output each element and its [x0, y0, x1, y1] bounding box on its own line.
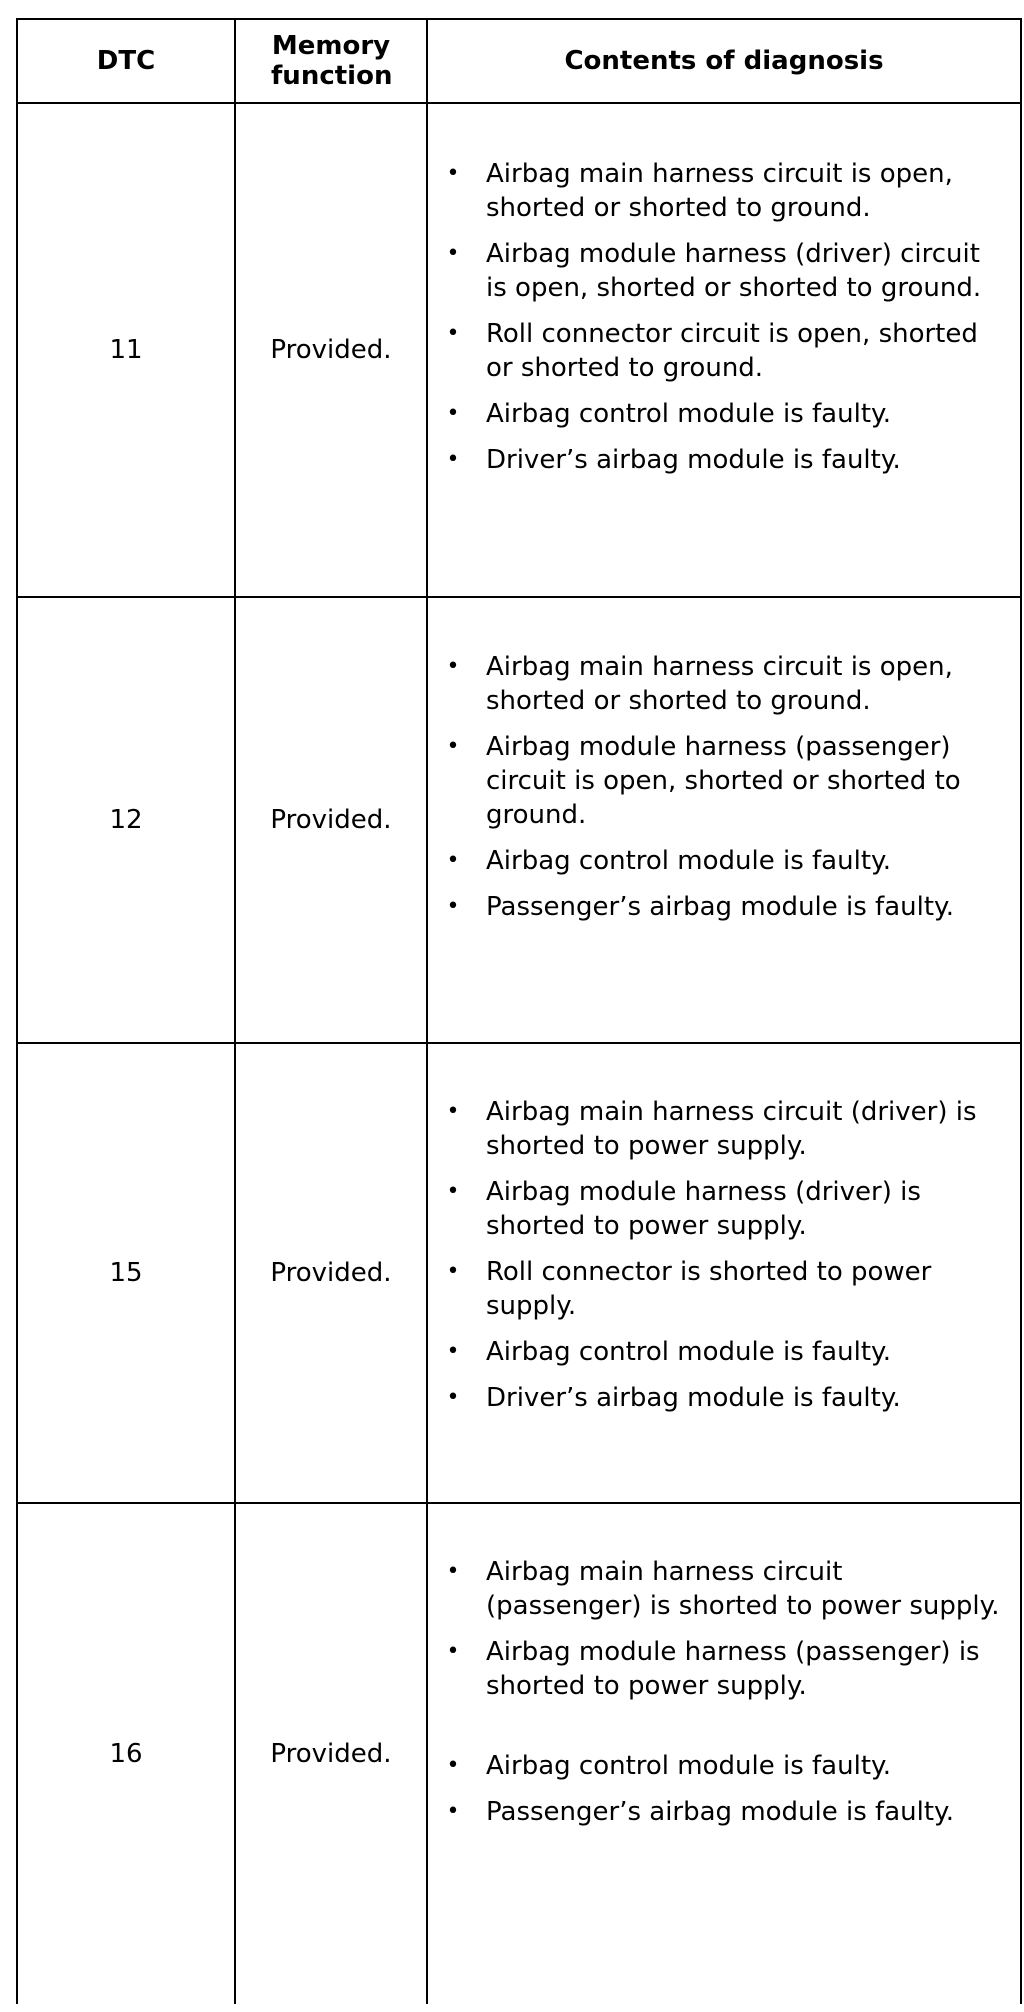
diagnosis-contents: [427, 103, 1021, 597]
dtc-table: [16, 18, 1022, 2004]
diagnosis-list: [428, 104, 1020, 477]
diagnosis-item: [428, 1095, 1020, 1163]
diagnosis-item-text: Roll connector circuit is open, shorted or shorted to ground.: [486, 319, 978, 383]
diagnosis-list: [428, 598, 1020, 924]
diagnosis-item: [428, 890, 1020, 924]
dtc-code: 15: [17, 1043, 235, 1503]
memory-function-value: Provided.: [235, 1043, 427, 1503]
header-dtc: DTC: [17, 19, 235, 103]
diagnosis-list: [428, 1044, 1020, 1415]
bullet-icon: •: [446, 1385, 460, 1410]
diagnosis-item: [428, 317, 1020, 385]
diagnosis-item: [428, 650, 1020, 718]
diagnosis-item: [428, 397, 1020, 431]
dtc-code: 11: [17, 103, 235, 597]
diagnosis-item-text: Passenger’s airbag module is faulty.: [486, 892, 954, 922]
header-contents-of-diagnosis: Contents of diagnosis: [427, 19, 1021, 103]
diagnosis-item: [428, 844, 1020, 878]
bullet-icon: •: [446, 734, 460, 759]
bullet-icon: •: [446, 654, 460, 679]
diagnosis-list: [428, 1504, 1020, 1829]
bullet-icon: •: [446, 447, 460, 472]
diagnosis-item: [428, 1749, 1020, 1783]
diagnosis-item-text: Airbag control module is faulty.: [486, 1337, 891, 1367]
dtc-code: 12: [17, 597, 235, 1043]
diagnosis-item-text: Airbag module harness (driver) is shorted to power supply.: [486, 1177, 921, 1241]
diagnosis-item: [428, 237, 1020, 305]
memory-function-value: Provided.: [235, 597, 427, 1043]
diagnosis-contents: [427, 1503, 1021, 2004]
diagnosis-item-text: Driver’s airbag module is faulty.: [486, 1383, 901, 1413]
table-row: [17, 103, 1021, 597]
bullet-icon: •: [446, 321, 460, 346]
diagnosis-item-text: Airbag main harness circuit (driver) is shorted to power supply.: [486, 1097, 977, 1161]
memory-function-value: Provided.: [235, 1503, 427, 2004]
bullet-icon: •: [446, 401, 460, 426]
table-header-row: [17, 19, 1021, 103]
diagnosis-item: [428, 1381, 1020, 1415]
bullet-icon: •: [446, 1753, 460, 1778]
bullet-icon: •: [446, 1099, 460, 1124]
diagnosis-item-text: Roll connector is shorted to power supply.: [486, 1257, 932, 1321]
bullet-icon: •: [446, 894, 460, 919]
diagnosis-item: [428, 443, 1020, 477]
bullet-icon: •: [446, 161, 460, 186]
diagnosis-item: [428, 1175, 1020, 1243]
bullet-icon: •: [446, 241, 460, 266]
header-memory-function: [235, 19, 427, 103]
diagnosis-item-text: Airbag control module is faulty.: [486, 399, 891, 429]
diagnosis-item-text: Airbag main harness circuit is open, shorted or shorted to ground.: [486, 652, 953, 716]
dtc-code: 16: [17, 1503, 235, 2004]
diagnosis-item-text: Passenger’s airbag module is faulty.: [486, 1797, 954, 1827]
bullet-icon: •: [446, 1339, 460, 1364]
diagnosis-item: [428, 1795, 1020, 1829]
bullet-icon: •: [446, 1799, 460, 1824]
table-row: [17, 597, 1021, 1043]
table-row: [17, 1503, 1021, 2004]
diagnosis-item: [428, 157, 1020, 225]
bullet-icon: •: [446, 1559, 460, 1584]
diagnosis-item: [428, 1555, 1020, 1623]
diagnosis-item-text: Airbag module harness (passenger) circuit is open, shorted or shorted to ground.: [486, 732, 961, 830]
diagnosis-item-text: Airbag main harness circuit is open, shorted or shorted to ground.: [486, 159, 953, 223]
diagnosis-item-text: Airbag main harness circuit (passenger) is shorted to power supply.: [486, 1557, 1000, 1621]
memory-function-value: Provided.: [235, 103, 427, 597]
diagnosis-item: [428, 1255, 1020, 1323]
diagnosis-item-text: Airbag module harness (driver) circuit is open, shorted or shorted to ground.: [486, 239, 982, 303]
diagnosis-contents: [427, 1043, 1021, 1503]
diagnosis-item-text: Driver’s airbag module is faulty.: [486, 445, 901, 475]
diagnosis-item-text: Airbag control module is faulty.: [486, 1751, 891, 1781]
diagnosis-item: [428, 1635, 1020, 1703]
bullet-icon: •: [446, 1639, 460, 1664]
bullet-icon: •: [446, 848, 460, 873]
bullet-icon: •: [446, 1259, 460, 1284]
diagnosis-item-text: Airbag control module is faulty.: [486, 846, 891, 876]
header-memory-function-text: Memory function: [271, 31, 393, 91]
diagnosis-item-text: Airbag module harness (passenger) is shorted to power supply.: [486, 1637, 980, 1701]
bullet-icon: •: [446, 1179, 460, 1204]
table-row: [17, 1043, 1021, 1503]
diagnosis-item: [428, 1335, 1020, 1369]
diagnosis-item: [428, 730, 1020, 832]
diagnosis-contents: [427, 597, 1021, 1043]
